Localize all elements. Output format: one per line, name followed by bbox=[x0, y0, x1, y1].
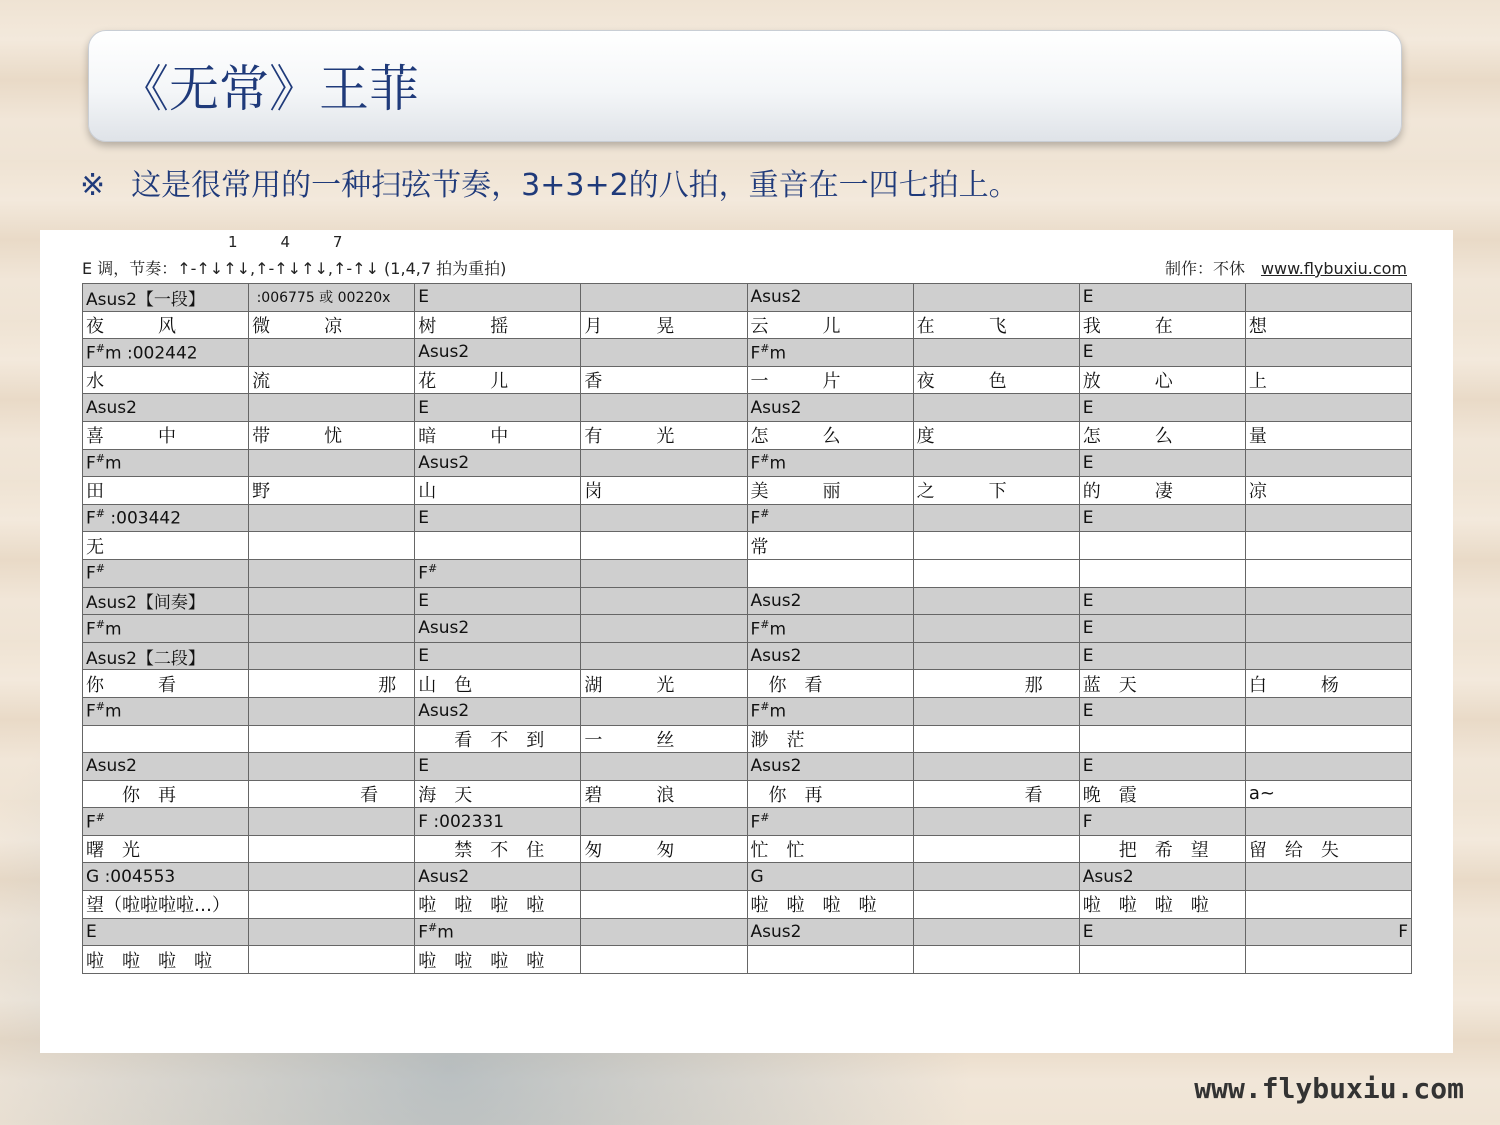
lyric-cell: 带 忧 bbox=[249, 421, 415, 449]
lyric-cell: 一 片 bbox=[747, 366, 913, 394]
chord-sheet bbox=[40, 230, 1453, 1053]
chord-cell: E bbox=[415, 642, 581, 670]
lyric-cell: 啦 啦 啦 啦 bbox=[415, 891, 581, 919]
chord-cell: E bbox=[1079, 284, 1245, 312]
chord-cell bbox=[1245, 339, 1411, 367]
chord-cell bbox=[913, 808, 1079, 836]
chord-cell bbox=[249, 615, 415, 643]
lyric-cell bbox=[249, 891, 415, 919]
chord-lyric-table bbox=[82, 283, 1412, 974]
chord-row bbox=[83, 449, 1412, 477]
chord-cell: F# bbox=[415, 559, 581, 587]
lyric-cell bbox=[913, 946, 1079, 974]
lyric-cell: 忙 忙 bbox=[747, 835, 913, 863]
lyric-cell bbox=[249, 946, 415, 974]
chord-row bbox=[83, 697, 1412, 725]
chord-cell bbox=[249, 697, 415, 725]
lyric-cell bbox=[747, 946, 913, 974]
lyric-cell bbox=[1079, 946, 1245, 974]
key-rhythm-line: E 调，节奏：↑-↑↓↑↓,↑-↑↓↑↓,↑-↑↓ (1,4,7 拍为重拍) bbox=[82, 259, 507, 278]
credit bbox=[1165, 256, 1407, 279]
chord-cell: F# bbox=[747, 808, 913, 836]
lyric-row bbox=[83, 946, 1412, 974]
chord-cell bbox=[249, 394, 415, 422]
chord-cell: Asus2 bbox=[747, 753, 913, 781]
chord-cell: E bbox=[1079, 753, 1245, 781]
credit-url-link[interactable]: www.flybuxiu.com bbox=[1260, 259, 1407, 278]
chord-cell bbox=[913, 697, 1079, 725]
chord-cell bbox=[913, 863, 1079, 891]
lyric-cell: 夜 风 bbox=[83, 311, 249, 339]
lyric-cell: 常 bbox=[747, 532, 913, 560]
chord-cell: G bbox=[747, 863, 913, 891]
chord-cell: Asus2 bbox=[747, 642, 913, 670]
lyric-row bbox=[83, 780, 1412, 808]
chord-cell bbox=[913, 504, 1079, 532]
lyric-cell: 望（啦啦啦啦…） bbox=[83, 891, 249, 919]
lyric-cell: 那 bbox=[249, 670, 415, 698]
chord-cell: E bbox=[1079, 697, 1245, 725]
chord-cell: Asus2 bbox=[747, 284, 913, 312]
chord-cell bbox=[913, 394, 1079, 422]
chord-cell: F# bbox=[83, 559, 249, 587]
chord-row bbox=[83, 559, 1412, 587]
chord-cell bbox=[249, 339, 415, 367]
chord-cell bbox=[581, 808, 747, 836]
lyric-cell bbox=[415, 532, 581, 560]
lyric-cell: 有 光 bbox=[581, 421, 747, 449]
chord-cell: E bbox=[1079, 504, 1245, 532]
chord-cell bbox=[249, 808, 415, 836]
title-banner bbox=[88, 30, 1402, 142]
chord-cell: Asus2 bbox=[747, 394, 913, 422]
chord-cell bbox=[581, 587, 747, 615]
lyric-cell: 你 再 bbox=[83, 780, 249, 808]
lyric-cell: 流 bbox=[249, 366, 415, 394]
chord-cell: E bbox=[1079, 642, 1245, 670]
chord-cell bbox=[747, 559, 913, 587]
chord-cell bbox=[581, 394, 747, 422]
lyric-cell: 留 给 失 bbox=[1245, 835, 1411, 863]
chord-cell bbox=[249, 918, 415, 946]
lyric-cell: 在 飞 bbox=[913, 311, 1079, 339]
chord-cell bbox=[581, 697, 747, 725]
lyric-cell: 晚 霞 bbox=[1079, 780, 1245, 808]
lyric-cell: 上 bbox=[1245, 366, 1411, 394]
lyric-cell: 我 在 bbox=[1079, 311, 1245, 339]
chord-cell: Asus2 bbox=[415, 697, 581, 725]
chord-cell bbox=[581, 615, 747, 643]
chord-cell bbox=[581, 449, 747, 477]
chord-cell bbox=[1245, 642, 1411, 670]
chord-cell bbox=[1079, 559, 1245, 587]
lyric-row bbox=[83, 725, 1412, 753]
lyric-cell: 美 丽 bbox=[747, 477, 913, 505]
lyric-row bbox=[83, 311, 1412, 339]
lyric-cell: 看 不 到 bbox=[415, 725, 581, 753]
chord-cell: F#m bbox=[747, 615, 913, 643]
lyric-cell: 之 下 bbox=[913, 477, 1079, 505]
chord-cell bbox=[913, 449, 1079, 477]
lyric-cell: 云 儿 bbox=[747, 311, 913, 339]
lyric-cell bbox=[913, 835, 1079, 863]
lyric-cell: 啦 啦 啦 啦 bbox=[83, 946, 249, 974]
lyric-row bbox=[83, 835, 1412, 863]
chord-cell: Asus2 bbox=[1079, 863, 1245, 891]
lyric-cell bbox=[1245, 725, 1411, 753]
chord-cell: F#m :002442 bbox=[83, 339, 249, 367]
chord-row bbox=[83, 918, 1412, 946]
chord-cell: Asus2 bbox=[415, 615, 581, 643]
lyric-cell: 啦 啦 啦 啦 bbox=[415, 946, 581, 974]
chord-row bbox=[83, 863, 1412, 891]
chord-cell bbox=[913, 918, 1079, 946]
chord-cell: Asus2 bbox=[747, 587, 913, 615]
lyric-cell: 喜 中 bbox=[83, 421, 249, 449]
chord-cell: F#m bbox=[83, 697, 249, 725]
lyric-cell: 暗 中 bbox=[415, 421, 581, 449]
chord-row bbox=[83, 642, 1412, 670]
chord-cell bbox=[913, 587, 1079, 615]
chord-cell bbox=[1245, 808, 1411, 836]
chord-cell bbox=[913, 615, 1079, 643]
lyric-row bbox=[83, 670, 1412, 698]
lyric-cell: 山 bbox=[415, 477, 581, 505]
lyric-cell: 把 希 望 bbox=[1079, 835, 1245, 863]
lyric-cell: 香 bbox=[581, 366, 747, 394]
lyric-cell: 曙 光 bbox=[83, 835, 249, 863]
chord-row bbox=[83, 615, 1412, 643]
lyric-cell bbox=[913, 725, 1079, 753]
chord-cell: Asus2 bbox=[747, 918, 913, 946]
chord-cell bbox=[249, 504, 415, 532]
lyric-cell bbox=[1245, 532, 1411, 560]
chord-cell: E bbox=[1079, 394, 1245, 422]
chord-row bbox=[83, 587, 1412, 615]
lyric-cell bbox=[1245, 891, 1411, 919]
chord-cell: F# :003442 bbox=[83, 504, 249, 532]
lyric-cell bbox=[249, 725, 415, 753]
chord-cell bbox=[249, 559, 415, 587]
chord-cell: F bbox=[1245, 918, 1411, 946]
page-title: 《无常》王菲 bbox=[119, 60, 419, 118]
lyric-cell bbox=[249, 532, 415, 560]
lyric-cell: 田 bbox=[83, 477, 249, 505]
lyric-cell: 怎 么 bbox=[747, 421, 913, 449]
chord-cell bbox=[581, 753, 747, 781]
chord-cell bbox=[1245, 284, 1411, 312]
lyric-cell: 湖 光 bbox=[581, 670, 747, 698]
chord-cell: :006775 或 00220x bbox=[249, 284, 415, 312]
chord-cell: Asus2 bbox=[415, 449, 581, 477]
chord-cell: F#m bbox=[415, 918, 581, 946]
chord-cell: E bbox=[1079, 587, 1245, 615]
chord-cell bbox=[1245, 615, 1411, 643]
chord-cell: F# bbox=[747, 504, 913, 532]
lyric-cell: 想 bbox=[1245, 311, 1411, 339]
lyric-cell: 怎 么 bbox=[1079, 421, 1245, 449]
chord-cell: F bbox=[1079, 808, 1245, 836]
lyric-cell: 的 凄 bbox=[1079, 477, 1245, 505]
lyric-cell: 水 bbox=[83, 366, 249, 394]
chord-cell bbox=[913, 642, 1079, 670]
chord-cell: G :004553 bbox=[83, 863, 249, 891]
lyric-cell bbox=[581, 891, 747, 919]
lyric-cell: 看 bbox=[913, 780, 1079, 808]
chord-cell: F#m bbox=[83, 615, 249, 643]
chord-cell bbox=[1245, 753, 1411, 781]
chord-row bbox=[83, 284, 1412, 312]
note-text: 这是很常用的一种扫弦节奏，3+3+2的八拍，重音在一四七拍上。 bbox=[131, 168, 1019, 203]
footer-url: www.flybuxiu.com bbox=[1194, 1072, 1464, 1105]
chord-row bbox=[83, 394, 1412, 422]
chord-cell bbox=[581, 642, 747, 670]
lyric-cell: 花 儿 bbox=[415, 366, 581, 394]
lyric-cell: 碧 浪 bbox=[581, 780, 747, 808]
lyric-cell: 白 杨 bbox=[1245, 670, 1411, 698]
lyric-cell: 夜 色 bbox=[913, 366, 1079, 394]
lyric-row bbox=[83, 532, 1412, 560]
chord-cell: Asus2 bbox=[83, 753, 249, 781]
chord-cell bbox=[1245, 449, 1411, 477]
lyric-cell: 看 bbox=[249, 780, 415, 808]
chord-cell: Asus2 bbox=[415, 339, 581, 367]
chord-cell bbox=[913, 284, 1079, 312]
chord-cell bbox=[581, 504, 747, 532]
chord-cell: E bbox=[1079, 615, 1245, 643]
lyric-cell: 啦 啦 啦 啦 bbox=[747, 891, 913, 919]
chord-cell: F#m bbox=[747, 339, 913, 367]
chord-cell: E bbox=[415, 753, 581, 781]
chord-cell: F#m bbox=[747, 697, 913, 725]
lyric-row bbox=[83, 366, 1412, 394]
lyric-cell bbox=[913, 532, 1079, 560]
lyric-cell: 你 看 bbox=[83, 670, 249, 698]
chord-cell bbox=[1245, 504, 1411, 532]
lyric-cell: 海 天 bbox=[415, 780, 581, 808]
chord-cell bbox=[581, 918, 747, 946]
chord-row bbox=[83, 504, 1412, 532]
chord-cell: Asus2【间奏】 bbox=[83, 587, 249, 615]
chord-cell: F#m bbox=[83, 449, 249, 477]
chord-cell bbox=[249, 587, 415, 615]
chord-cell: Asus2【一段】 bbox=[83, 284, 249, 312]
lyric-cell: 山 色 bbox=[415, 670, 581, 698]
chord-cell bbox=[913, 559, 1079, 587]
beat-numbers: 1 4 7 bbox=[228, 233, 343, 251]
chord-cell bbox=[249, 449, 415, 477]
lyric-cell: 放 心 bbox=[1079, 366, 1245, 394]
lyric-cell: 渺 茫 bbox=[747, 725, 913, 753]
lyric-cell: 树 摇 bbox=[415, 311, 581, 339]
lyric-cell bbox=[249, 835, 415, 863]
chord-cell: Asus2【二段】 bbox=[83, 642, 249, 670]
chord-cell bbox=[1245, 394, 1411, 422]
lyric-cell bbox=[913, 891, 1079, 919]
chord-cell bbox=[1245, 587, 1411, 615]
chord-cell bbox=[249, 753, 415, 781]
chord-cell bbox=[249, 863, 415, 891]
chord-cell bbox=[913, 753, 1079, 781]
lyric-cell: 月 晃 bbox=[581, 311, 747, 339]
chord-row bbox=[83, 808, 1412, 836]
chord-row bbox=[83, 753, 1412, 781]
lyric-cell bbox=[1079, 532, 1245, 560]
lyric-cell bbox=[581, 946, 747, 974]
chord-cell: Asus2 bbox=[415, 863, 581, 891]
chord-row bbox=[83, 339, 1412, 367]
lyric-cell: 你 看 bbox=[747, 670, 913, 698]
lyric-row bbox=[83, 421, 1412, 449]
chord-cell bbox=[1245, 697, 1411, 725]
chord-cell: E bbox=[1079, 449, 1245, 477]
chord-cell: E bbox=[415, 284, 581, 312]
lyric-cell: 你 再 bbox=[747, 780, 913, 808]
description-note bbox=[80, 160, 1019, 204]
note-mark: ※ bbox=[80, 168, 106, 203]
chord-cell: Asus2 bbox=[83, 394, 249, 422]
lyric-cell: 一 丝 bbox=[581, 725, 747, 753]
lyric-cell: 野 bbox=[249, 477, 415, 505]
chord-cell: E bbox=[415, 394, 581, 422]
lyric-cell: 蓝 天 bbox=[1079, 670, 1245, 698]
credit-label: 制作：不休 bbox=[1164, 259, 1245, 278]
lyric-cell: 量 bbox=[1245, 421, 1411, 449]
chord-cell bbox=[581, 339, 747, 367]
lyric-cell bbox=[1245, 946, 1411, 974]
chord-cell bbox=[581, 559, 747, 587]
chord-cell: F :002331 bbox=[415, 808, 581, 836]
lyric-cell: 度 bbox=[913, 421, 1079, 449]
chord-cell bbox=[1245, 559, 1411, 587]
chord-cell bbox=[1245, 863, 1411, 891]
chord-cell: F#m bbox=[747, 449, 913, 477]
lyric-cell bbox=[83, 725, 249, 753]
chord-cell bbox=[581, 863, 747, 891]
lyric-cell: 啦 啦 啦 啦 bbox=[1079, 891, 1245, 919]
lyric-cell: 岗 bbox=[581, 477, 747, 505]
chord-cell: F# bbox=[83, 808, 249, 836]
chord-cell: E bbox=[83, 918, 249, 946]
chord-cell: E bbox=[415, 587, 581, 615]
lyric-cell: 那 bbox=[913, 670, 1079, 698]
lyric-cell: 禁 不 住 bbox=[415, 835, 581, 863]
lyric-cell: a~ bbox=[1245, 780, 1411, 808]
lyric-cell: 微 凉 bbox=[249, 311, 415, 339]
chord-cell: E bbox=[415, 504, 581, 532]
chord-cell bbox=[249, 642, 415, 670]
chord-cell: E bbox=[1079, 918, 1245, 946]
lyric-cell: 匆 匆 bbox=[581, 835, 747, 863]
lyric-cell bbox=[581, 532, 747, 560]
lyric-row bbox=[83, 477, 1412, 505]
lyric-row bbox=[83, 891, 1412, 919]
lyric-cell bbox=[1079, 725, 1245, 753]
chord-cell bbox=[913, 339, 1079, 367]
lyric-cell: 无 bbox=[83, 532, 249, 560]
lyric-cell: 凉 bbox=[1245, 477, 1411, 505]
chord-cell: E bbox=[1079, 339, 1245, 367]
chord-cell bbox=[581, 284, 747, 312]
